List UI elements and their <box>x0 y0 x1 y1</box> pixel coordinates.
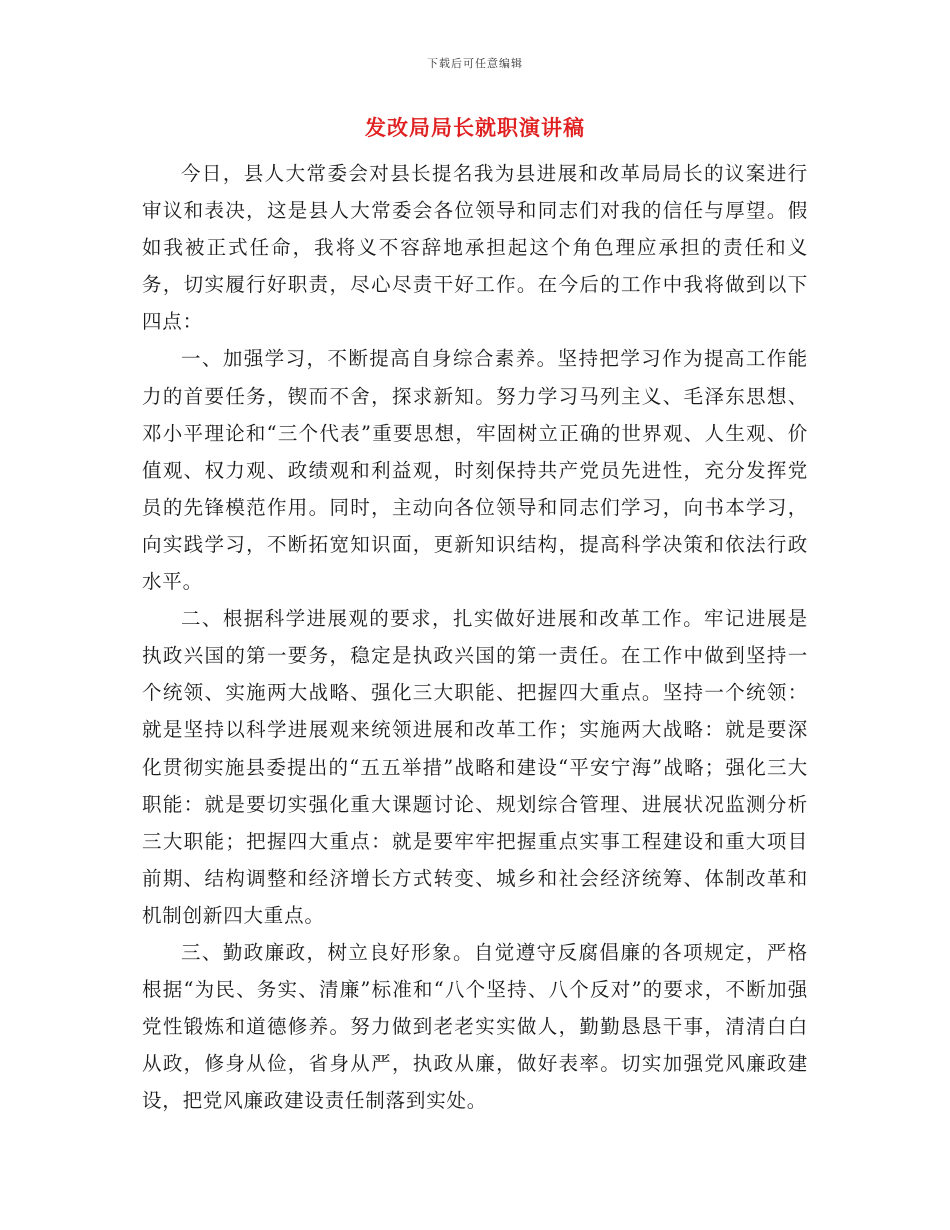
document-title: 发改局局长就职演讲稿 <box>365 115 585 140</box>
document-body <box>142 155 808 1119</box>
paragraph-point-3: 三、勤政廉政，树立良好形象。自觉遵守反腐倡廉的各项规定，严格根据“为民、务实、清廉”标准和“八个坚持、八个反对”的要求，不断加强党性锻炼和道德修养。努力做到老老实实做人，勤勤恳恳干事，清清白白从政，修身从俭，省身从严，执政从廉，做好表率。切实加强党风廉政建设，把党风廉政建设责任制落到实处。 <box>142 940 808 1113</box>
paragraph-intro: 今日，县人大常委会对县长提名我为县进展和改革局局长的议案进行审议和表决，这是县人大常委会各位领导和同志们对我的信任与厚望。假如我被正式任命，我将义不容辞地承担起这个角色理应承担的责任和义务，切实履行好职责，尽心尽责干好工作。在今后的工作中我将做到以下四点： <box>142 162 808 334</box>
paragraph-point-2: 二、根据科学进展观的要求，扎实做好进展和改革工作。牢记进展是执政兴国的第一要务，稳定是执政兴国的第一责任。在工作中做到坚持一个统领、实施两大战略、强化三大职能、把握四大重点。坚持一个统领：就是坚持以科学进展观来统领进展和改革工作；实施两大战略：就是要深化贯彻实施县委提出的“五五举措”战略和建设“平安宁海”战略；强化三大职能：就是要切实强化重大课题讨论、规划综合管理、进展状况监测分析三大职能；把握四大重点：就是要牢牢把握重点实事工程建设和重大项目前期、结构调整和经济增长方式转变、城乡和社会经济统筹、体制改革和机制创新四大重点。 <box>142 607 808 927</box>
header-note: 下载后可任意编辑 <box>427 57 523 70</box>
paragraph-point-1: 一、加强学习，不断提高自身综合素养。坚持把学习作为提高工作能力的首要任务，锲而不舍，探求新知。努力学习马列主义、毛泽东思想、邓小平理论和“三个代表”重要思想，牢固树立正确的世界观、人生观、价值观、权力观、政绩观和利益观，时刻保持共产党员先进性，充分发挥党员的先锋模范作用。同时，主动向各位领导和同志们学习，向书本学习，向实践学习，不断拓宽知识面，更新知识结构，提高科学决策和依法行政水平。 <box>142 347 808 594</box>
